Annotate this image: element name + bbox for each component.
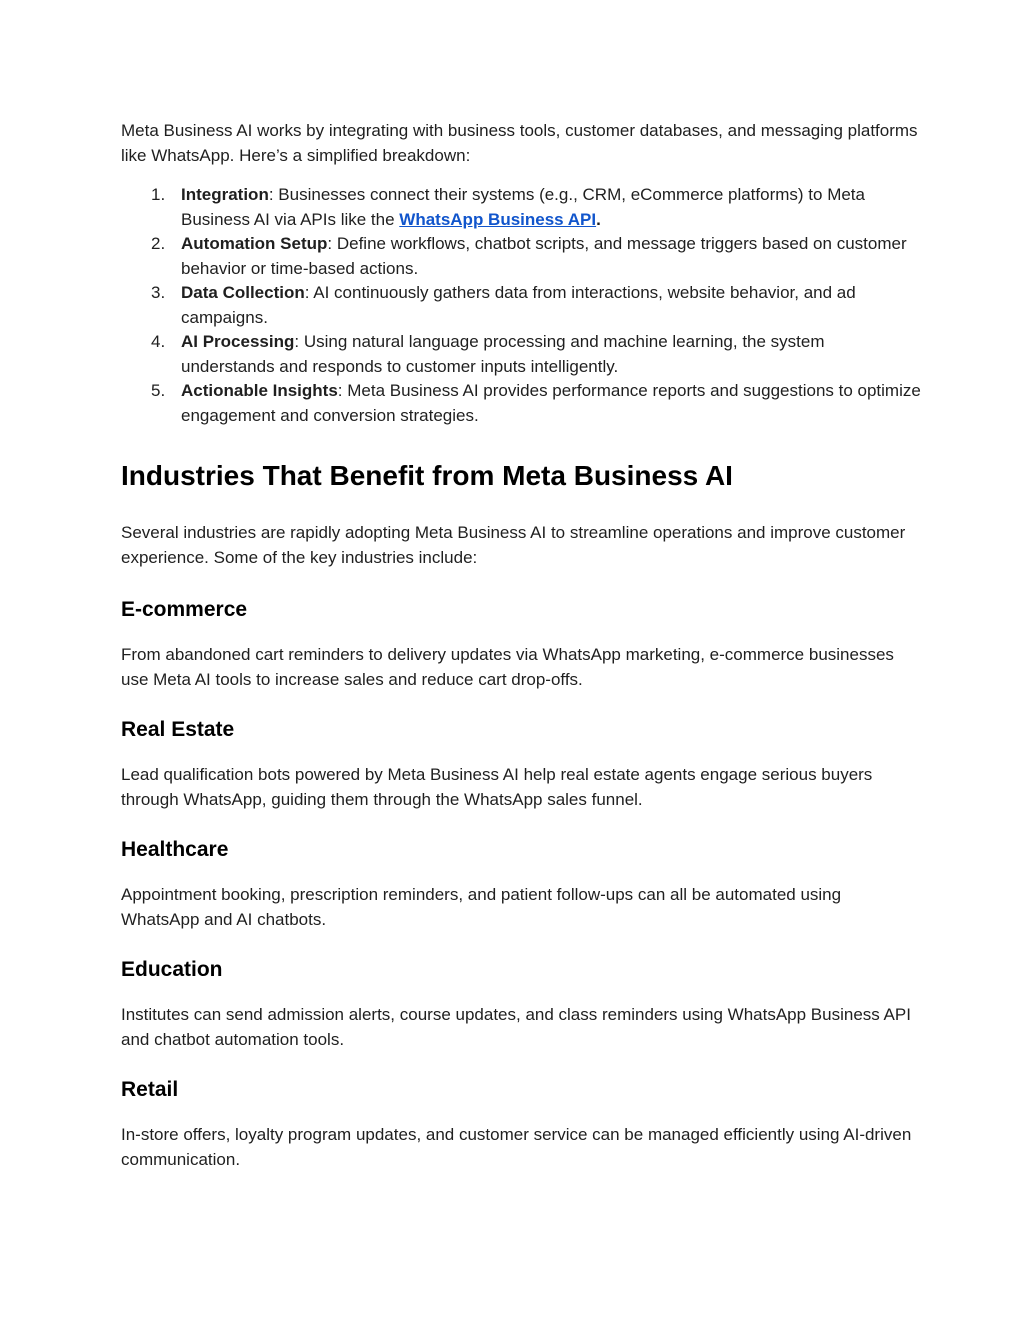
list-term: AI Processing: [181, 332, 295, 351]
list-number: 2.: [151, 234, 166, 253]
industry-title-ecommerce: E-commerce: [121, 598, 248, 621]
list-item: [121, 232, 921, 281]
document-page: [121, 119, 921, 1195]
list-number: 1.: [151, 185, 166, 204]
list-number: 4.: [151, 332, 166, 351]
list-text: : Businesses connect their systems (e.g., CRM, eCommerce platforms) to Meta Business AI via APIs like the: [181, 185, 865, 229]
industry-title-real-estate: Real Estate: [121, 718, 235, 741]
industry-title-retail: Retail: [121, 1078, 179, 1101]
list-text: : Meta Business AI provides performance reports and suggestions to optimize engagement and conversion strategies.: [181, 381, 921, 425]
industry-text-education: Institutes can send admission alerts, course updates, and class reminders using WhatsApp Business API and chatbot automation tools.: [121, 1005, 911, 1049]
industry-text-ecommerce: From abandoned cart reminders to delivery updates via WhatsApp marketing, e-commerce businesses use Meta AI tools to increase sales and reduce cart drop-offs.: [121, 645, 894, 689]
breakdown-list: [121, 183, 921, 428]
list-item: [121, 183, 921, 232]
industries-heading: Industries That Benefit from Meta Business AI: [121, 460, 733, 491]
list-term: Automation Setup: [181, 234, 328, 253]
list-text: : Using natural language processing and machine learning, the system understands and responds to customer inputs intelligently.: [181, 332, 825, 376]
list-term: Actionable Insights: [181, 381, 338, 400]
list-term: Data Collection: [181, 283, 305, 302]
industries-intro: Several industries are rapidly adopting Meta Business AI to streamline operations and improve customer experience. Some of the key industries include:: [121, 523, 906, 567]
list-text: : Define workflows, chatbot scripts, and message triggers based on customer behavior or time-based actions.: [181, 234, 907, 278]
intro-paragraph: Meta Business AI works by integrating with business tools, customer databases, and messaging platforms like WhatsApp. Here’s a simplified breakdown:: [121, 121, 918, 165]
list-item: [121, 330, 921, 379]
industry-text-real-estate: Lead qualification bots powered by Meta Business AI help real estate agents engage serious buyers through WhatsApp, guiding them through the WhatsApp sales funnel.: [121, 765, 873, 809]
list-number: 3.: [151, 283, 166, 302]
list-item: [121, 281, 921, 330]
industry-title-healthcare: Healthcare: [121, 838, 229, 861]
list-number: 5.: [151, 381, 166, 400]
industry-text-retail: In-store offers, loyalty program updates, and customer service can be managed efficiently using AI-driven communication.: [121, 1125, 912, 1169]
industry-text-healthcare: Appointment booking, prescription reminders, and patient follow-ups can all be automated using WhatsApp and AI chatbots.: [121, 885, 842, 929]
industry-title-education: Education: [121, 958, 223, 981]
list-end: .: [596, 209, 601, 229]
list-text: : AI continuously gathers data from interactions, website behavior, and ad campaigns.: [181, 283, 856, 327]
list-term: Integration: [181, 185, 269, 204]
list-item: [121, 379, 921, 428]
whatsapp-business-api-link[interactable]: WhatsApp Business API: [399, 209, 597, 229]
